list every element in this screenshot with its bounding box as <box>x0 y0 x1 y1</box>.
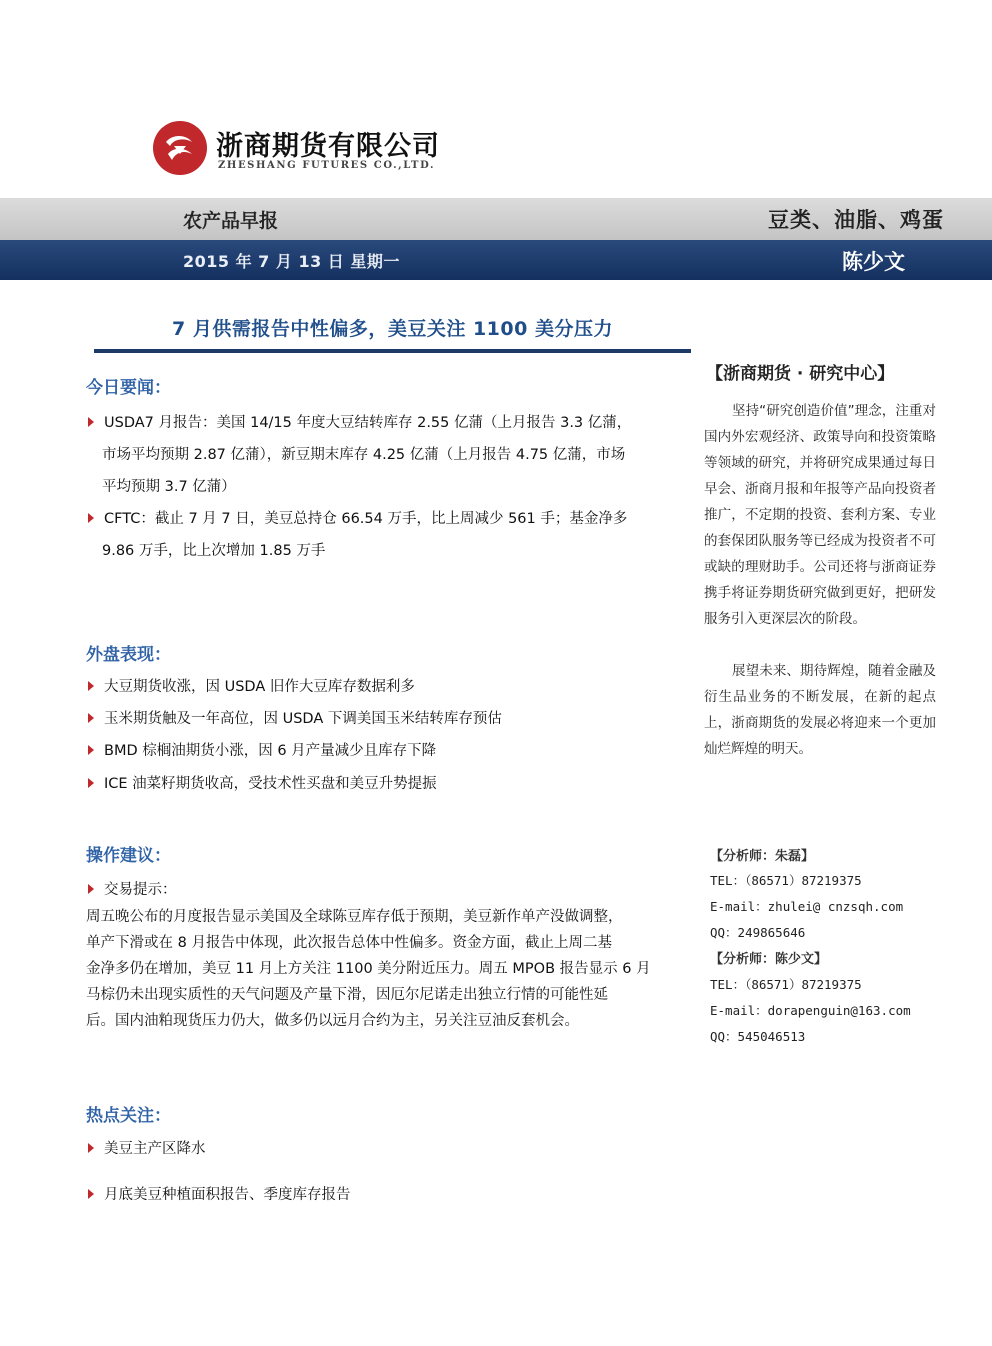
section-heading-today: 今日要闻： <box>86 378 171 398</box>
report-type-bar <box>0 198 992 240</box>
research-center-outlook: 展望未来、期待辉煌，随着金融及衍生品业务的不断发展，在新的起点上，浙商期货的发展必将迎来一个更加灿烂辉煌的明天。 <box>704 663 936 757</box>
list-item: 大豆期货收涨，因 USDA 旧作大豆库存数据利多 <box>88 671 692 703</box>
list-item: 月底美豆种植面积报告、季度库存报告 <box>88 1179 692 1211</box>
bullet-arrow-icon <box>88 1143 94 1153</box>
report-date: 2015 年 7 月 13 日 星期一 <box>183 252 400 271</box>
section-heading-hot: 热点关注： <box>86 1106 171 1126</box>
report-type: 农产品早报 <box>183 210 279 232</box>
analyst-label: 【分析师：陈少文】 <box>710 952 828 967</box>
analyst-tel: TEL：（86571）87219375 <box>710 977 862 992</box>
analyst-email[interactable]: E-mail：zhulei@ cnzsqh.com <box>710 899 904 914</box>
list-item: CFTC：截止 7 月 7 日，美豆总持仓 66.54 万手，比上周减少 561 手；基金净多 9.86 万手，比上次增加 1.85 万手 <box>88 503 692 567</box>
date-author-bar <box>0 240 992 280</box>
title-divider <box>94 349 691 353</box>
list-item: USDA7 月报告：美国 14/15 年度大豆结转库存 2.55 亿蒲（上月报告 3.3 亿蒲， 市场平均预期 2.87 亿蒲），新豆期末库存 4.25 亿蒲（上月报告 4.75 亿蒲，市场 平均预期 3.7 亿蒲） <box>88 407 692 503</box>
analyst-label: 【分析师：朱磊】 <box>710 849 815 864</box>
analyst-qq: QQ：545046513 <box>710 1029 806 1044</box>
research-center-intro: 坚持“研究创造价值”理念，注重对国内外宏观经济、政策导向和投资策略等领域的研究，并将研究成果通过每日早会、浙商月报和年报等产品向投资者推广，不定期的投资、套利方案、专业的套保团队服务等已经成为投资者不可或缺的理财助手。公司还将与浙商证券携手将证券期货研究做到更好，把研发服务引入更深层次的阶段。 <box>704 403 936 627</box>
bullet-arrow-icon <box>88 778 94 788</box>
bullet-arrow-icon <box>88 513 94 523</box>
list-item: BMD 棕榈油期货小涨，因 6 月产量减少且库存下降 <box>88 735 692 767</box>
research-center-heading: 【浙商期货 · 研究中心】 <box>706 364 895 384</box>
company-logo <box>152 120 452 184</box>
analyst-qq: QQ：249865646 <box>710 925 806 940</box>
bullet-arrow-icon <box>88 884 94 894</box>
report-category: 豆类、油脂、鸡蛋 <box>768 208 944 232</box>
advice-paragraph: 周五晚公布的月度报告显示美国及全球陈豆库存低于预期，美豆新作单产没做调整， 单产下滑或在 8 月报告中体现，此次报告总体中性偏多。资金方面，截止上周二基 金净多仍在增加，美豆 11 月上方关注 1100 美分附近压力。周五 MPOB 报告显示 6 月 马棕仍未出现实质性的天气问题及产量下滑，因厄尔尼诺走出独立行情的可能性延 后。国内油粕现货压力仍大，做多仍以远月合约为主，另关注豆油反套机会。 <box>86 909 651 1029</box>
bullet-arrow-icon <box>88 713 94 723</box>
list-item: 玉米期货触及一年高位，因 USDA 下调美国玉米结转库存预估 <box>88 703 692 735</box>
report-author: 陈少文 <box>842 250 905 274</box>
bullet-arrow-icon <box>88 681 94 691</box>
document-title: 7 月供需报告中性偏多，美豆关注 1100 美分压力 <box>172 318 613 340</box>
company-name-en: ZHESHANG FUTURES CO.,LTD. <box>218 160 436 171</box>
analyst-tel: TEL：（86571）87219375 <box>710 873 862 888</box>
bullet-arrow-icon <box>88 745 94 755</box>
list-item: ICE 油菜籽期货收高，受技术性买盘和美豆升势提振 <box>88 768 692 800</box>
list-item: 美豆主产区降水 <box>88 1133 692 1165</box>
section-heading-external: 外盘表现： <box>86 645 171 665</box>
zheshang-logo-icon <box>152 120 208 176</box>
analyst-email[interactable]: E-mail：dorapenguin@163.com <box>710 1003 911 1018</box>
bullet-arrow-icon <box>88 1189 94 1199</box>
bullet-arrow-icon <box>88 417 94 427</box>
company-name-cn: 浙商期货有限公司 <box>216 131 440 162</box>
advice-bullet: 交易提示： <box>88 874 692 906</box>
section-heading-advice: 操作建议： <box>86 846 171 866</box>
